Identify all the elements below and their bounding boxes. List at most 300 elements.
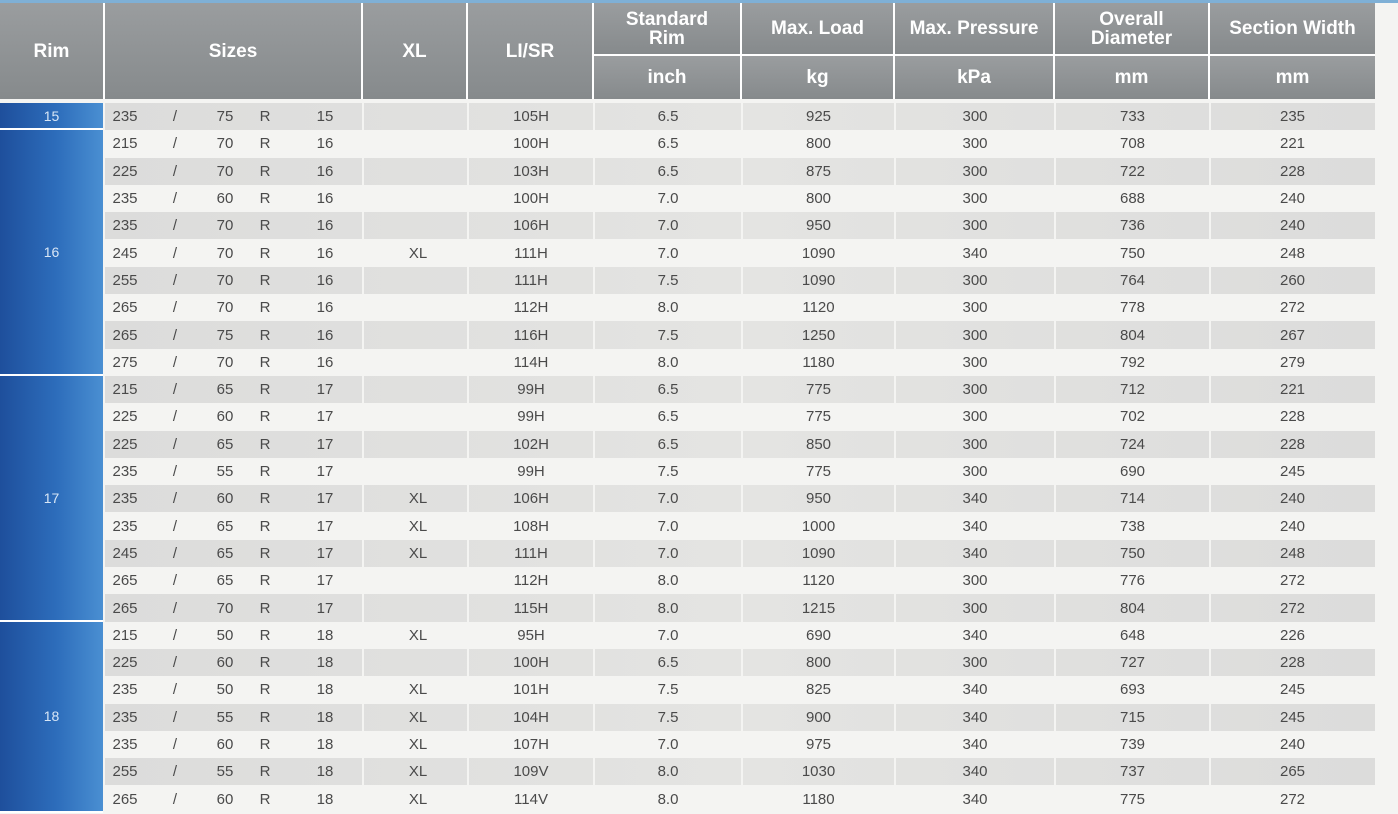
cell-max-load: 825 — [805, 681, 832, 699]
cell-xl: XL — [408, 626, 428, 644]
cell-xl — [368, 321, 468, 348]
cell-li-sr: 103H — [513, 162, 549, 180]
cell-width: 265 — [112, 572, 138, 590]
cell-section-width: 272 — [1279, 572, 1306, 590]
cell-width: 255 — [112, 271, 138, 289]
cell-slash: / — [172, 244, 178, 262]
cell-construction: R — [259, 681, 271, 699]
header-section-width: Section Width — [1210, 3, 1375, 56]
cell-section-width: 267 — [1279, 326, 1306, 344]
cell-section-width: 221 — [1279, 135, 1306, 153]
table-row — [105, 704, 1375, 731]
cell-construction: R — [259, 271, 271, 289]
cell-standard-rim: 7.0 — [657, 190, 679, 208]
cell-overall-diameter: 712 — [1119, 381, 1146, 399]
column-divider — [362, 376, 364, 403]
cell-section-width: 265 — [1279, 763, 1306, 781]
cell-slash: / — [172, 162, 178, 180]
cell-section-width: 260 — [1279, 271, 1306, 289]
cell-section-width: 228 — [1279, 435, 1306, 453]
cell-slash: / — [172, 435, 178, 453]
cell-section-width: 279 — [1279, 353, 1306, 371]
cell-max-load: 775 — [805, 463, 832, 481]
cell-construction: R — [259, 736, 271, 754]
cell-width: 235 — [112, 708, 138, 726]
cell-section-width: 248 — [1279, 244, 1306, 262]
cell-overall-diameter: 778 — [1119, 299, 1146, 317]
cell-li-sr: 106H — [513, 490, 549, 508]
cell-diameter: 17 — [316, 381, 334, 399]
cell-max-pressure: 300 — [962, 217, 988, 235]
cell-overall-diameter: 736 — [1119, 217, 1146, 235]
cell-xl — [368, 349, 468, 376]
header-standard-rim-line1: Standard — [625, 8, 709, 30]
cell-max-load: 800 — [805, 654, 832, 672]
cell-aspect: 60 — [216, 736, 234, 754]
column-divider — [362, 758, 364, 785]
cell-li-sr: 114V — [514, 790, 548, 808]
column-divider — [362, 704, 364, 731]
cell-width: 215 — [112, 381, 138, 399]
cell-xl: XL — [408, 244, 428, 262]
cell-section-width: 235 — [1279, 108, 1306, 126]
cell-overall-diameter: 764 — [1119, 271, 1146, 289]
cell-slash: / — [172, 736, 178, 754]
cell-diameter: 16 — [316, 326, 334, 344]
cell-standard-rim: 8.0 — [657, 599, 679, 617]
cell-aspect: 70 — [216, 353, 234, 371]
header-standard-rim — [594, 3, 742, 56]
table-row — [105, 130, 1375, 157]
cell-xl: XL — [408, 736, 428, 754]
cell-li-sr: 109V — [513, 763, 549, 781]
table-row — [105, 622, 1375, 649]
cell-overall-diameter: 792 — [1119, 353, 1146, 371]
cell-overall-diameter: 733 — [1119, 108, 1146, 126]
cell-diameter: 16 — [316, 353, 334, 371]
cell-width: 225 — [112, 162, 138, 180]
cell-max-pressure: 300 — [962, 654, 988, 672]
column-divider — [362, 649, 364, 676]
cell-diameter: 16 — [316, 299, 334, 317]
cell-li-sr: 105H — [513, 108, 549, 126]
cell-construction: R — [259, 244, 271, 262]
cell-aspect: 65 — [216, 435, 234, 453]
cell-max-load: 875 — [805, 162, 832, 180]
cell-diameter: 18 — [316, 681, 334, 699]
cell-max-pressure: 340 — [962, 626, 988, 644]
cell-width: 215 — [112, 135, 138, 153]
cell-width: 215 — [112, 626, 138, 644]
cell-xl: XL — [408, 517, 428, 535]
cell-width: 235 — [112, 736, 138, 754]
cell-max-load: 1120 — [802, 572, 835, 590]
cell-overall-diameter: 708 — [1119, 135, 1146, 153]
cell-section-width: 226 — [1279, 626, 1306, 644]
cell-aspect: 60 — [216, 190, 234, 208]
header-li-sr: LI/SR — [468, 3, 594, 99]
cell-section-width: 240 — [1279, 490, 1306, 508]
header-section-width-unit: mm — [1210, 56, 1375, 99]
table-row — [105, 458, 1375, 485]
cell-width: 235 — [112, 517, 138, 535]
cell-slash: / — [172, 763, 178, 781]
cell-xl — [368, 267, 468, 294]
cell-overall-diameter: 804 — [1119, 599, 1146, 617]
cell-overall-diameter: 804 — [1119, 326, 1146, 344]
cell-li-sr: 100H — [513, 654, 549, 672]
cell-slash: / — [172, 599, 178, 617]
cell-diameter: 18 — [316, 708, 334, 726]
header-sizes: Sizes — [105, 3, 363, 99]
header-overall-diameter-line1: Overall — [1099, 8, 1164, 30]
cell-standard-rim: 7.0 — [657, 626, 679, 644]
cell-standard-rim: 7.5 — [657, 463, 679, 481]
cell-max-load: 775 — [805, 408, 832, 426]
cell-construction: R — [259, 353, 271, 371]
cell-aspect: 65 — [216, 572, 234, 590]
cell-xl — [368, 431, 468, 458]
cell-max-load: 1090 — [801, 271, 836, 289]
table-row — [105, 676, 1375, 703]
cell-standard-rim: 8.0 — [657, 299, 679, 317]
cell-section-width: 240 — [1279, 517, 1306, 535]
cell-diameter: 17 — [316, 517, 334, 535]
cell-xl — [368, 212, 468, 239]
cell-overall-diameter: 648 — [1119, 626, 1146, 644]
header-overall-diameter-unit: mm — [1055, 56, 1210, 99]
cell-slash: / — [172, 654, 178, 672]
cell-standard-rim: 7.0 — [657, 544, 679, 562]
cell-diameter: 16 — [316, 217, 334, 235]
cell-overall-diameter: 724 — [1119, 435, 1146, 453]
cell-li-sr: 112H — [513, 572, 549, 590]
cell-construction: R — [259, 626, 271, 644]
cell-width: 235 — [112, 463, 138, 481]
cell-standard-rim: 8.0 — [657, 572, 679, 590]
cell-width: 225 — [112, 435, 138, 453]
cell-overall-diameter: 727 — [1119, 654, 1146, 672]
header-standard-rim-line2: Rim — [649, 27, 685, 49]
rim-group-17: 17 — [0, 376, 103, 622]
cell-max-load: 1090 — [801, 244, 836, 262]
table-row — [105, 485, 1375, 512]
cell-construction: R — [259, 654, 271, 672]
cell-diameter: 17 — [316, 544, 334, 562]
cell-li-sr: 95H — [517, 626, 545, 644]
cell-aspect: 70 — [216, 244, 234, 262]
cell-max-pressure: 300 — [962, 326, 988, 344]
cell-section-width: 228 — [1279, 408, 1306, 426]
cell-aspect: 55 — [216, 763, 234, 781]
cell-standard-rim: 7.0 — [657, 490, 679, 508]
cell-slash: / — [172, 217, 178, 235]
cell-max-pressure: 300 — [962, 135, 988, 153]
cell-li-sr: 99H — [517, 463, 545, 481]
column-divider — [362, 158, 364, 185]
cell-section-width: 245 — [1279, 681, 1306, 699]
table-row — [105, 240, 1375, 267]
cell-max-pressure: 340 — [962, 736, 988, 754]
cell-slash: / — [172, 408, 178, 426]
cell-diameter: 17 — [316, 463, 334, 481]
rim-group-16: 16 — [0, 130, 103, 376]
cell-xl — [368, 458, 468, 485]
cell-aspect: 50 — [216, 681, 234, 699]
cell-xl — [368, 594, 468, 621]
table-row — [105, 786, 1375, 813]
cell-xl — [368, 158, 468, 185]
cell-slash: / — [172, 135, 178, 153]
cell-max-load: 690 — [805, 626, 832, 644]
table-row — [105, 267, 1375, 294]
cell-li-sr: 106H — [513, 217, 549, 235]
cell-standard-rim: 7.5 — [657, 681, 679, 699]
cell-construction: R — [259, 599, 271, 617]
cell-aspect: 70 — [216, 599, 234, 617]
cell-construction: R — [259, 381, 271, 399]
cell-standard-rim: 7.5 — [657, 708, 679, 726]
cell-standard-rim: 8.0 — [657, 353, 679, 371]
cell-section-width: 240 — [1279, 190, 1306, 208]
cell-max-load: 950 — [805, 490, 832, 508]
cell-li-sr: 111H — [514, 271, 548, 289]
cell-overall-diameter: 688 — [1119, 190, 1146, 208]
cell-overall-diameter: 690 — [1119, 463, 1146, 481]
cell-width: 235 — [112, 190, 138, 208]
cell-slash: / — [172, 490, 178, 508]
cell-aspect: 55 — [216, 708, 234, 726]
cell-diameter: 16 — [316, 162, 334, 180]
cell-max-load: 1250 — [801, 326, 836, 344]
cell-xl: XL — [408, 544, 428, 562]
cell-construction: R — [259, 544, 271, 562]
table-row — [105, 403, 1375, 430]
cell-overall-diameter: 750 — [1119, 244, 1146, 262]
cell-li-sr: 114H — [513, 353, 549, 371]
column-divider — [362, 594, 364, 621]
cell-max-load: 1180 — [802, 353, 835, 371]
cell-slash: / — [172, 108, 178, 126]
cell-aspect: 60 — [216, 490, 234, 508]
cell-section-width: 228 — [1279, 162, 1306, 180]
cell-slash: / — [172, 681, 178, 699]
cell-aspect: 65 — [216, 517, 234, 535]
cell-aspect: 60 — [216, 654, 234, 672]
cell-xl: XL — [408, 490, 428, 508]
cell-width: 225 — [112, 654, 138, 672]
table-row — [105, 376, 1375, 403]
cell-li-sr: 101H — [513, 681, 549, 699]
cell-section-width: 248 — [1279, 544, 1306, 562]
header-xl: XL — [363, 3, 468, 99]
cell-max-pressure: 300 — [962, 381, 988, 399]
cell-width: 235 — [112, 681, 138, 699]
column-divider — [362, 321, 364, 348]
table-row — [105, 540, 1375, 567]
cell-width: 245 — [112, 244, 138, 262]
cell-max-load: 850 — [805, 435, 832, 453]
cell-aspect: 65 — [216, 381, 234, 399]
cell-construction: R — [259, 299, 271, 317]
cell-aspect: 75 — [216, 108, 234, 126]
cell-li-sr: 102H — [513, 435, 549, 453]
cell-width: 235 — [112, 217, 138, 235]
cell-aspect: 60 — [216, 408, 234, 426]
cell-construction: R — [259, 790, 271, 808]
cell-construction: R — [259, 190, 271, 208]
cell-construction: R — [259, 162, 271, 180]
cell-standard-rim: 7.0 — [657, 217, 679, 235]
cell-diameter: 18 — [316, 736, 334, 754]
cell-xl — [368, 403, 468, 430]
cell-overall-diameter: 714 — [1119, 490, 1146, 508]
cell-slash: / — [172, 626, 178, 644]
cell-overall-diameter: 715 — [1119, 708, 1146, 726]
cell-max-load: 800 — [805, 135, 832, 153]
cell-max-pressure: 340 — [962, 517, 988, 535]
cell-xl — [368, 567, 468, 594]
cell-li-sr: 112H — [513, 299, 549, 317]
table-row — [105, 321, 1375, 348]
cell-slash: / — [172, 353, 178, 371]
cell-width: 265 — [112, 599, 138, 617]
column-divider — [362, 267, 364, 294]
cell-max-load: 800 — [805, 190, 832, 208]
cell-construction: R — [259, 408, 271, 426]
cell-standard-rim: 6.5 — [657, 162, 679, 180]
cell-li-sr: 111H — [514, 544, 548, 562]
cell-aspect: 60 — [216, 790, 234, 808]
column-divider — [362, 212, 364, 239]
cell-standard-rim: 6.5 — [657, 654, 679, 672]
cell-li-sr: 104H — [513, 708, 549, 726]
table-row — [105, 567, 1375, 594]
cell-standard-rim: 6.5 — [657, 435, 679, 453]
cell-overall-diameter: 738 — [1119, 517, 1146, 535]
cell-width: 235 — [112, 490, 138, 508]
cell-overall-diameter: 693 — [1119, 681, 1146, 699]
cell-xl — [368, 130, 468, 157]
cell-slash: / — [172, 299, 178, 317]
cell-construction: R — [259, 763, 271, 781]
cell-diameter: 18 — [316, 790, 334, 808]
cell-max-pressure: 300 — [962, 162, 988, 180]
cell-slash: / — [172, 190, 178, 208]
cell-xl — [368, 649, 468, 676]
cell-width: 255 — [112, 763, 138, 781]
cell-aspect: 70 — [216, 162, 234, 180]
cell-width: 265 — [112, 326, 138, 344]
cell-section-width: 228 — [1279, 654, 1306, 672]
cell-diameter: 16 — [316, 244, 334, 262]
cell-li-sr: 99H — [517, 381, 545, 399]
cell-max-pressure: 340 — [962, 490, 988, 508]
cell-overall-diameter: 776 — [1119, 572, 1146, 590]
table-row — [105, 103, 1375, 130]
cell-standard-rim: 8.0 — [657, 763, 679, 781]
cell-max-pressure: 300 — [962, 108, 988, 126]
cell-xl — [368, 376, 468, 403]
table-row — [105, 158, 1375, 185]
cell-slash: / — [172, 271, 178, 289]
header-overall-diameter-line2: Diameter — [1090, 27, 1173, 49]
cell-aspect: 65 — [216, 544, 234, 562]
cell-max-pressure: 340 — [962, 544, 988, 562]
cell-max-load: 775 — [805, 381, 832, 399]
column-divider — [362, 540, 364, 567]
cell-max-pressure: 300 — [962, 299, 988, 317]
cell-aspect: 55 — [216, 463, 234, 481]
cell-max-pressure: 340 — [962, 790, 988, 808]
cell-aspect: 75 — [216, 326, 234, 344]
table-row — [105, 649, 1375, 676]
cell-construction: R — [259, 490, 271, 508]
header-max-pressure-unit: kPa — [895, 56, 1055, 99]
cell-slash: / — [172, 463, 178, 481]
table-row — [105, 758, 1375, 785]
cell-max-load: 950 — [805, 217, 832, 235]
header-overall-diameter — [1055, 3, 1210, 56]
cell-xl — [368, 294, 468, 321]
cell-max-pressure: 300 — [962, 408, 988, 426]
cell-max-load: 1215 — [801, 599, 836, 617]
cell-xl: XL — [408, 763, 428, 781]
cell-max-load: 1180 — [802, 790, 835, 808]
cell-max-load: 925 — [805, 108, 832, 126]
table-row — [105, 513, 1375, 540]
cell-max-pressure: 300 — [962, 271, 988, 289]
cell-standard-rim: 6.5 — [657, 108, 679, 126]
cell-construction: R — [259, 517, 271, 535]
cell-aspect: 70 — [216, 271, 234, 289]
table-row — [105, 731, 1375, 758]
cell-max-pressure: 300 — [962, 463, 988, 481]
cell-construction: R — [259, 108, 271, 126]
cell-li-sr: 99H — [517, 408, 545, 426]
cell-xl: XL — [408, 681, 428, 699]
table-row — [105, 185, 1375, 212]
cell-section-width: 240 — [1279, 217, 1306, 235]
cell-max-pressure: 340 — [962, 763, 988, 781]
cell-width: 265 — [112, 790, 138, 808]
cell-overall-diameter: 722 — [1119, 162, 1146, 180]
cell-max-pressure: 340 — [962, 244, 988, 262]
cell-max-pressure: 300 — [962, 190, 988, 208]
cell-aspect: 50 — [216, 626, 234, 644]
cell-max-pressure: 340 — [962, 681, 988, 699]
cell-max-pressure: 340 — [962, 708, 988, 726]
cell-overall-diameter: 702 — [1119, 408, 1146, 426]
cell-construction: R — [259, 708, 271, 726]
cell-max-pressure: 300 — [962, 435, 988, 453]
header-max-pressure: Max. Pressure — [895, 3, 1055, 56]
cell-diameter: 17 — [316, 435, 334, 453]
cell-max-pressure: 300 — [962, 572, 988, 590]
cell-section-width: 245 — [1279, 708, 1306, 726]
cell-standard-rim: 6.5 — [657, 135, 679, 153]
cell-max-load: 975 — [805, 736, 832, 754]
header-max-load: Max. Load — [742, 3, 895, 56]
cell-section-width: 245 — [1279, 463, 1306, 481]
cell-aspect: 70 — [216, 299, 234, 317]
cell-width: 265 — [112, 299, 138, 317]
cell-width: 245 — [112, 544, 138, 562]
cell-max-load: 1090 — [801, 544, 836, 562]
cell-construction: R — [259, 217, 271, 235]
cell-section-width: 221 — [1279, 381, 1306, 399]
cell-max-load: 1120 — [802, 299, 835, 317]
